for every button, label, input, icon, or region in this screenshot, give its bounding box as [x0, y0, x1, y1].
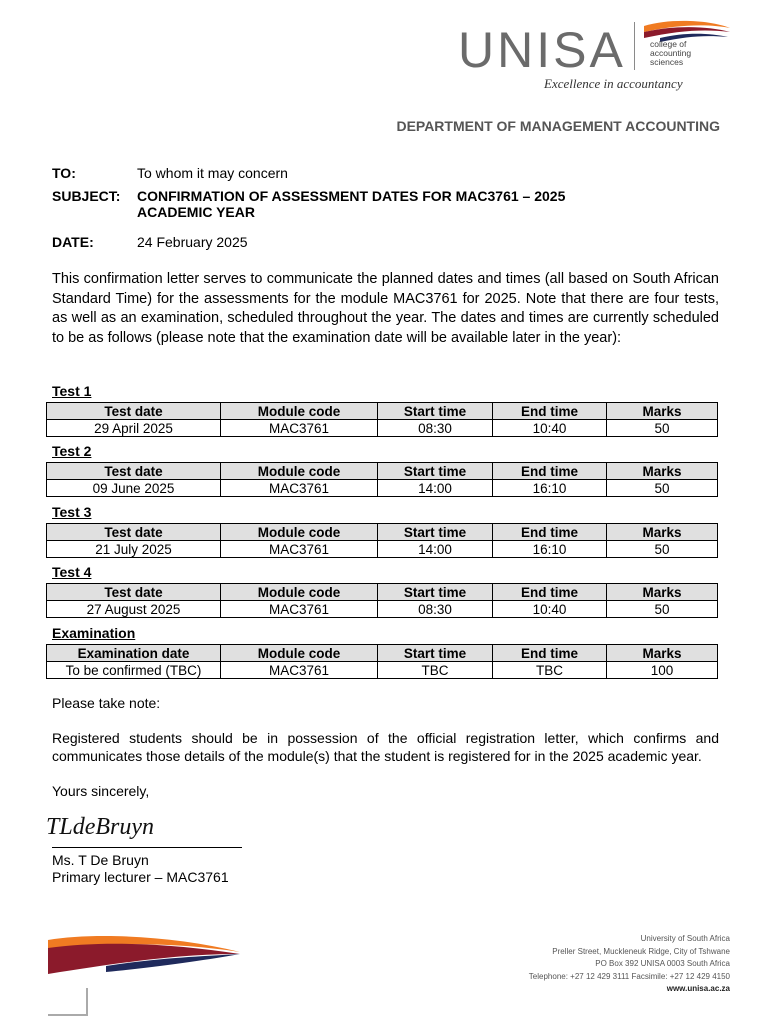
table-cell: 29 April 2025	[47, 420, 221, 437]
to-label: TO:	[52, 165, 76, 181]
table-cell: 09 June 2025	[47, 480, 221, 497]
col-header: End time	[493, 584, 607, 601]
col-header: Test date	[47, 524, 221, 541]
table-cell: MAC3761	[221, 541, 378, 558]
table-cell: TBC	[493, 662, 607, 679]
table-cell: 10:40	[493, 420, 607, 437]
to-value: To whom it may concern	[137, 165, 288, 181]
test-3-table	[46, 523, 718, 558]
date-value: 24 February 2025	[137, 234, 248, 250]
table-cell: 50	[607, 541, 718, 558]
col-header: Test date	[47, 403, 221, 420]
table-row	[47, 601, 718, 618]
col-header: End time	[493, 645, 607, 662]
table-row	[47, 541, 718, 558]
logo-divider	[634, 22, 635, 70]
table-cell: 21 July 2025	[47, 541, 221, 558]
col-header: Module code	[221, 584, 378, 601]
test-2-table	[46, 462, 718, 497]
table-cell: 100	[607, 662, 718, 679]
col-header: Start time	[378, 403, 493, 420]
examination-table	[46, 644, 718, 679]
table-cell: 08:30	[378, 601, 493, 618]
footer-swoosh-logo	[46, 930, 242, 981]
test-3-title: Test 3	[52, 504, 92, 520]
intro-paragraph: This confirmation letter serves to communicate the planned dates and times (all based on South African Standard Time) for the assessments for the module MAC3761 for 2025. Note that there are four tests, as well as an examination, scheduled throughout the year. The dates and times are currently scheduled to be as follows (please note that the examination date will be available later in the year):	[52, 271, 719, 346]
col-header: Marks	[607, 463, 718, 480]
test-4-table	[46, 583, 718, 618]
table-row	[47, 662, 718, 679]
subject-value: CONFIRMATION OF ASSESSMENT DATES FOR MAC3761 – 2025 ACADEMIC YEAR	[137, 188, 566, 220]
table-cell: 50	[607, 420, 718, 437]
table-cell: 14:00	[378, 480, 493, 497]
date-label: DATE:	[52, 234, 94, 250]
test-2-title: Test 2	[52, 443, 92, 459]
col-header: Marks	[607, 584, 718, 601]
table-cell: TBC	[378, 662, 493, 679]
table-cell: MAC3761	[221, 420, 378, 437]
col-header: Examination date	[47, 645, 221, 662]
college-name: college of accounting sciences	[650, 39, 692, 67]
col-header: Start time	[378, 645, 493, 662]
col-header: Marks	[607, 645, 718, 662]
examination-title: Examination	[52, 625, 136, 641]
table-cell: 14:00	[378, 541, 493, 558]
svg-text:TLdeBruyn: TLdeBruyn	[46, 814, 154, 840]
page-corner-mark	[48, 988, 88, 1016]
col-header: Start time	[378, 584, 493, 601]
col-header: Module code	[221, 645, 378, 662]
signature-line	[52, 847, 242, 848]
table-cell: 50	[607, 601, 718, 618]
col-header: End time	[493, 463, 607, 480]
col-header: End time	[493, 524, 607, 541]
col-header: Start time	[378, 463, 493, 480]
table-cell: MAC3761	[221, 601, 378, 618]
table-row	[47, 480, 718, 497]
col-header: Module code	[221, 524, 378, 541]
subject-label: SUBJECT:	[52, 188, 121, 204]
table-cell: 16:10	[493, 480, 607, 497]
signer-title: Primary lecturer – MAC3761	[52, 869, 229, 885]
table-cell: 08:30	[378, 420, 493, 437]
test-1-table	[46, 402, 718, 437]
col-header: Module code	[221, 463, 378, 480]
col-header: Module code	[221, 403, 378, 420]
table-cell: To be confirmed (TBC)	[47, 662, 221, 679]
table-row	[47, 420, 718, 437]
col-header: Test date	[47, 463, 221, 480]
closing: Yours sincerely,	[52, 783, 150, 799]
col-header: End time	[493, 403, 607, 420]
table-cell: 10:40	[493, 601, 607, 618]
signature-image	[44, 808, 174, 847]
unisa-logo-text: UNISA	[458, 22, 626, 78]
note-heading: Please take note:	[52, 695, 161, 711]
website-link[interactable]: www.unisa.ac.za	[666, 984, 730, 993]
note-text: Registered students should be in possession of the official registration letter, which confirms and communicates those details of the module(s) that the student is registered for in the 2025 academic year.	[52, 730, 719, 764]
col-header: Marks	[607, 403, 718, 420]
table-cell: 27 August 2025	[47, 601, 221, 618]
test-4-title: Test 4	[52, 564, 92, 580]
table-cell: MAC3761	[221, 480, 378, 497]
col-header: Marks	[607, 524, 718, 541]
table-cell: MAC3761	[221, 662, 378, 679]
signer-name: Ms. T De Bruyn	[52, 852, 149, 868]
department-heading: DEPARTMENT OF MANAGEMENT ACCOUNTING	[396, 118, 720, 134]
table-cell: 16:10	[493, 541, 607, 558]
footer-address: University of South Africa Preller Street, Muckleneuk Ridge, City of Tshwane PO Box 392 UNISA 0003 South Africa Telephone: +27 12 429 3111 Facsimile: +27 12 429 4150 www.unisa.ac.za	[529, 933, 730, 996]
test-1-title: Test 1	[52, 383, 92, 399]
col-header: Start time	[378, 524, 493, 541]
table-cell: 50	[607, 480, 718, 497]
tagline: Excellence in accountancy	[544, 76, 683, 91]
col-header: Test date	[47, 584, 221, 601]
